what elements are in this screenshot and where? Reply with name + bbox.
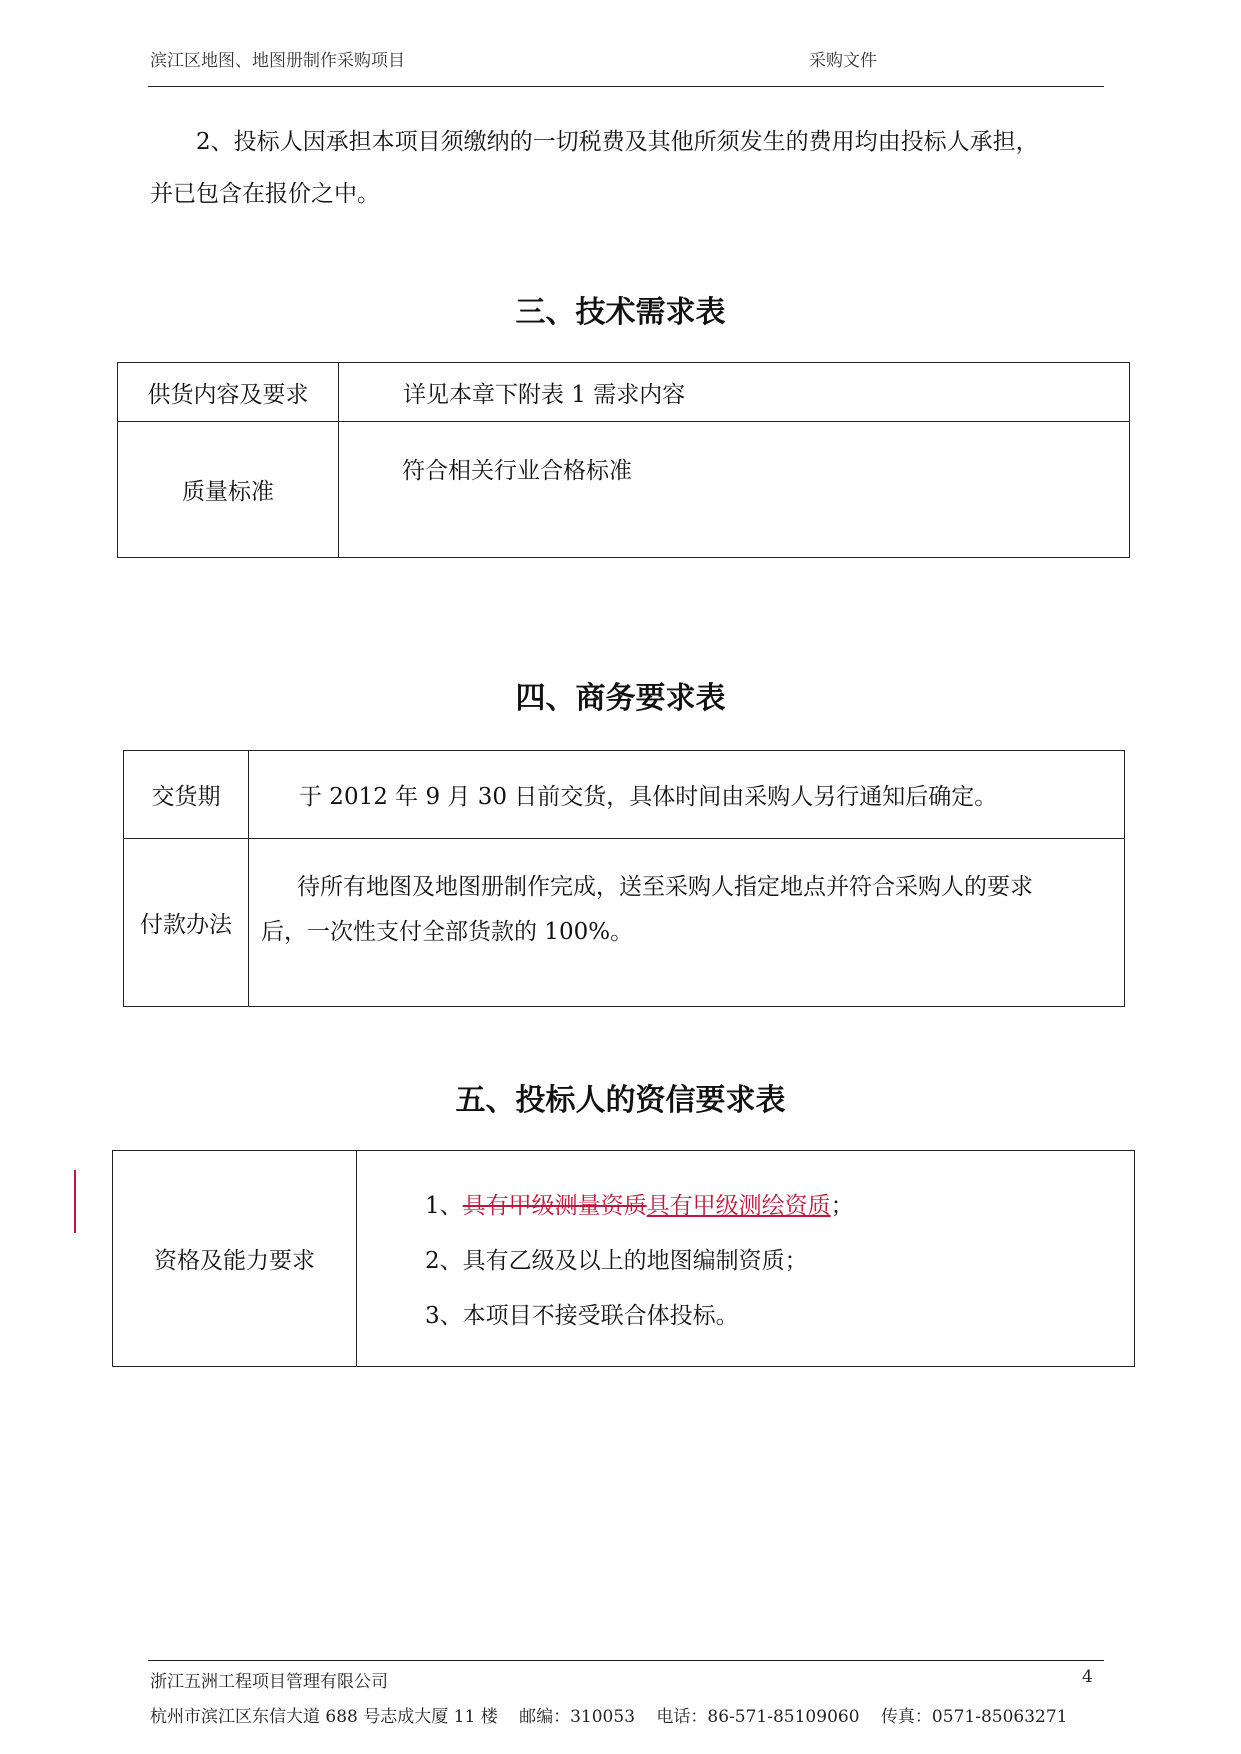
tech-requirements-table — [117, 362, 1130, 558]
footer-fax: 传真：0571-85063271 — [880, 1707, 1068, 1727]
header-project-title: 滨江区地图、地图册制作采购项目 — [150, 51, 405, 71]
intro-paragraph — [150, 116, 1100, 220]
footer-postcode: 邮编：310053 — [519, 1707, 636, 1727]
intro-line-1: 2、投标人因承担本项目须缴纳的一切税费及其他所须发生的费用均由投标人承担， — [196, 129, 1039, 155]
credit-row-value — [357, 1151, 1135, 1367]
revision-change-bar — [74, 1170, 76, 1233]
credit-row-label: 资格及能力要求 — [113, 1151, 357, 1367]
table-row — [113, 1151, 1135, 1367]
table-row — [118, 422, 1130, 558]
revision-inserted-text: 具有甲级测绘资质 — [646, 1193, 831, 1219]
footer-rule — [148, 1660, 1104, 1661]
business-row-label: 付款办法 — [124, 839, 249, 1007]
business-requirements-table — [123, 750, 1125, 1007]
table-row — [118, 363, 1130, 422]
tech-row-label: 质量标准 — [118, 422, 339, 558]
credit-item-2: 2、具有乙级及以上的地图编制资质； — [425, 1248, 808, 1274]
footer-address: 杭州市滨江区东信大道 688 号志成大厦 11 楼 — [150, 1707, 498, 1727]
footer-page-number: 4 — [1082, 1667, 1093, 1687]
credit-item-1-suffix: ； — [830, 1193, 854, 1219]
header-rule — [148, 86, 1104, 87]
section-tech-title: 三、技术需求表 — [515, 295, 726, 330]
table-row — [124, 751, 1125, 839]
tech-row-label: 供货内容及要求 — [118, 363, 339, 422]
payment-line-1: 待所有地图及地图册制作完成，送至采购人指定地点并符合采购人的要求 — [297, 874, 1033, 900]
intro-line-2: 并已包含在报价之中。 — [150, 181, 380, 207]
credit-item-1-prefix: 1、 — [425, 1193, 463, 1219]
footer-phone: 电话：86-571-85109060 — [656, 1707, 860, 1727]
tech-row-value: 详见本章下附表 1 需求内容 — [339, 363, 1130, 422]
credit-item-1 — [425, 1179, 1134, 1234]
credit-item-3: 3、本项目不接受联合体投标。 — [425, 1303, 739, 1329]
revision-deleted-text: 具有甲级测量资质 — [462, 1193, 647, 1219]
business-row-label: 交货期 — [124, 751, 249, 839]
footer-contact-line — [150, 1702, 1067, 1727]
footer-company: 浙江五洲工程项目管理有限公司 — [150, 1672, 388, 1692]
header-doc-type: 采购文件 — [809, 51, 877, 71]
business-row-value — [249, 839, 1125, 1007]
credit-requirements-table — [112, 1150, 1135, 1367]
table-row — [124, 839, 1125, 1007]
tech-row-value: 符合相关行业合格标准 — [339, 422, 1130, 558]
section-credit-title: 五、投标人的资信要求表 — [455, 1083, 786, 1118]
section-business-title: 四、商务要求表 — [515, 681, 726, 716]
business-row-value: 于 2012 年 9 月 30 日前交货，具体时间由采购人另行通知后确定。 — [249, 751, 1125, 839]
payment-line-2: 后，一次性支付全部货款的 100%。 — [261, 919, 634, 945]
